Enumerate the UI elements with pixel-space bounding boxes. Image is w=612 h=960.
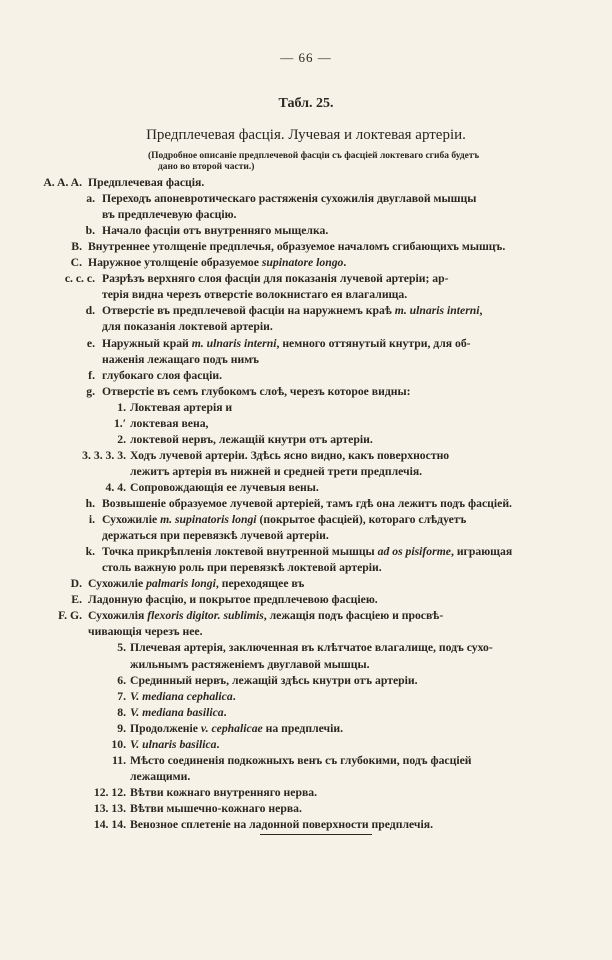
- legend-text: [102, 352, 259, 368]
- legend-label: g.: [86, 384, 95, 398]
- legend-label: 5.: [117, 641, 126, 655]
- legend-label: 10.: [111, 737, 126, 751]
- legend-label: k.: [85, 545, 95, 559]
- legend-text-plain: Вѣтви мышечно-кожнаго нерва.: [130, 801, 302, 815]
- legend-text: [130, 705, 227, 721]
- legend-text-plain: Переходъ апоневротическаго растяженія сухожилія двуглавой мышцы: [102, 192, 477, 206]
- legend-label: 3. 3. 3. 3.: [82, 448, 126, 462]
- legend-text-after: , немного оттянутый кнутри, для об-: [276, 336, 471, 350]
- legend-text-plain: чивающія черезъ нее.: [88, 625, 203, 639]
- legend-text-plain: лежащими.: [130, 769, 191, 783]
- legend-text-plain: Отверстіе въ предплечевой фасціи на наружнемъ краѣ: [102, 304, 395, 318]
- latin-term: m. ulnaris interni: [191, 336, 277, 350]
- legend-text-after: , переходящее въ: [215, 577, 305, 591]
- legend-text: [88, 255, 346, 271]
- table-title: Табл. 25.: [278, 96, 334, 111]
- legend-text-plain: Сопровождающія ее лучевыя вены.: [130, 480, 319, 494]
- legend-text: [88, 175, 204, 191]
- legend-text-after: .: [343, 256, 347, 270]
- legend-text: [130, 753, 472, 769]
- latin-term: m. ulnaris interni: [394, 304, 480, 318]
- legend-text-plain: Мѣсто соединенія подкожныхъ венъ съ глубокими, подъ фасціей: [130, 753, 472, 767]
- latin-term: palmaris longi: [146, 577, 216, 591]
- legend-label: 8.: [117, 705, 126, 719]
- legend-label: D.: [70, 577, 82, 591]
- legend-text-plain: Венозное сплетеніе на ладонной поверхности предплечія.: [130, 818, 433, 831]
- legend-text: [130, 400, 232, 416]
- legend-text-plain: локтевой нервъ, лежащій кнутри отъ артеріи.: [130, 432, 373, 446]
- legend-label: 7.: [117, 689, 126, 703]
- latin-term: v. cephalicae: [200, 721, 263, 735]
- latin-term: V. ulnaris basilica: [130, 737, 217, 751]
- legend-text-after: , лежащія подъ фасціею и просвѣ-: [263, 609, 444, 623]
- legend-text-plain: лежитъ артерія въ нижней и средней трети предплечія.: [130, 464, 423, 478]
- legend-text: [102, 191, 476, 207]
- legend-text-plain: Внутреннее утолщеніе предплечья, образуемое началомъ сгибающихъ мышцъ.: [88, 240, 506, 254]
- legend-label: 6.: [117, 673, 126, 687]
- legend-text-plain: Сухожиліе: [88, 577, 147, 591]
- legend-text-plain: Предплечевая фасція.: [88, 176, 205, 189]
- editor-note: [148, 151, 576, 173]
- legend-text-plain: Ходъ лучевой артеріи. Здѣсь ясно видно, какъ поверхностно: [130, 448, 450, 462]
- legend-text: [88, 576, 304, 592]
- legend-label: f.: [88, 368, 95, 382]
- legend-text-after: (покрытое фасціей), котораго слѣдуетъ: [256, 513, 467, 527]
- legend-text-plain: Сухожиліе: [102, 513, 161, 527]
- legend-text: [130, 640, 493, 656]
- legend-text-plain: Разрѣзъ верхняго слоя фасціи для показанія лучевой артеріи; ар-: [102, 272, 449, 286]
- legend-text-plain: Плечевая артерія, заключенная въ клѣтчатое влагалище, подъ сухо-: [130, 641, 493, 655]
- legend-text: [102, 303, 482, 319]
- latin-term: supinatore longo: [261, 256, 344, 270]
- legend-text: [88, 592, 378, 608]
- legend-label: E.: [71, 593, 82, 607]
- legend-label: 12. 12.: [93, 785, 126, 799]
- latin-term: V. mediana cephalica: [130, 689, 233, 703]
- legend-text: [102, 544, 512, 560]
- legend-text-plain: локтевая вена,: [130, 416, 209, 430]
- legend-text-after: .: [232, 689, 236, 703]
- legend-text: [102, 319, 273, 335]
- legend-text-plain: наженія лежащаго подъ нимъ: [102, 352, 259, 366]
- legend-text: [102, 336, 471, 352]
- legend-text: [102, 207, 236, 223]
- legend-text: [102, 384, 410, 400]
- legend-text-plain: Начало фасціи отъ внутренняго мыщелка.: [102, 224, 329, 238]
- legend-text: [102, 528, 329, 544]
- legend-text-plain: Сухожилія: [88, 609, 148, 623]
- legend-label: 9.: [117, 721, 126, 735]
- latin-term: flexoris digitor. sublimis: [147, 609, 264, 623]
- legend-text: [130, 432, 373, 448]
- legend-label: 2.: [117, 432, 126, 446]
- legend-text: [88, 608, 443, 624]
- legend-label: 4. 4.: [105, 480, 126, 494]
- legend-text-plain: жильнымъ растяженіемъ двуглавой мышцы.: [130, 657, 370, 671]
- legend-text-plain: Продолженіе: [130, 721, 201, 735]
- legend-text-after: .: [223, 705, 227, 719]
- legend-text: [130, 657, 370, 673]
- legend-text-plain: въ предплечевую фасцію.: [102, 208, 237, 222]
- legend-text: [102, 560, 382, 576]
- legend-label: 1.′: [113, 416, 126, 430]
- legend-text: [130, 480, 319, 496]
- legend-text: [130, 801, 302, 817]
- legend-text-plain: для показанія локтевой артеріи.: [102, 320, 273, 334]
- legend-text-plain: Срединный нервъ, лежащій здѣсь кнутри отъ артеріи.: [130, 673, 418, 687]
- legend-label: e.: [86, 336, 95, 350]
- latin-term: m. supinatoris longi: [160, 513, 257, 527]
- legend-label: 14. 14.: [93, 818, 126, 831]
- subtitle: Предплечевая фасція. Лучевая и локтевая артеріи.: [146, 127, 466, 143]
- legend-text: [130, 689, 236, 705]
- legend-text-plain: держаться при перевязкѣ лучевой артеріи.: [102, 529, 329, 543]
- legend-text-plain: Возвышеніе образуемое лучевой артеріей, тамъ гдѣ она лежитъ подъ фасціей.: [102, 497, 512, 510]
- legend-text-plain: Наружное утолщеніе образуемое: [88, 256, 262, 270]
- legend-label: c. c. c.: [64, 272, 95, 286]
- legend-text: [130, 737, 219, 753]
- legend-text-after: .: [216, 737, 220, 751]
- legend-label: 1.: [117, 400, 126, 414]
- legend-text: [130, 448, 449, 464]
- legend-text-after: на предплечіи.: [262, 721, 344, 735]
- legend-text-plain: Локтевая артерія и: [130, 400, 233, 414]
- latin-term: ad os pisiforme: [377, 545, 451, 559]
- legend-label: 13. 13.: [93, 801, 126, 815]
- legend-text-plain: столь важную роль при перевязкѣ локтевой артеріи.: [102, 561, 382, 575]
- legend-text-plain: терія видна черезъ отверстіе волокнистаго ея влагалища.: [102, 288, 408, 302]
- legend-text: [102, 512, 466, 528]
- legend-text-plain: Вѣтви кожнаго внутренняго нерва.: [130, 785, 318, 799]
- legend-text-plain: Точка прикрѣпленія локтевой внутренной мышцы: [102, 545, 378, 559]
- legend-text: [102, 368, 222, 384]
- legend-text: [130, 416, 208, 432]
- legend-text-plain: Наружный край: [102, 336, 192, 350]
- legend-label: F. G.: [58, 609, 82, 623]
- note-line: (Подробное описаніе предплечевой фасціи съ фасціей локтеваго сгиба будетъ: [148, 151, 480, 161]
- legend-text: [130, 817, 433, 833]
- legend-label: A. A. A.: [43, 176, 82, 189]
- legend-label: a.: [86, 192, 95, 206]
- legend-label: B.: [71, 240, 82, 254]
- legend-label: h.: [85, 497, 95, 510]
- legend-label: C.: [70, 256, 82, 270]
- legend-text: [130, 464, 422, 480]
- page-number: — 66 —: [280, 50, 332, 65]
- legend-label: d.: [85, 304, 95, 318]
- legend-label: 11.: [112, 753, 126, 767]
- legend-label: i.: [88, 513, 95, 527]
- legend-text: [88, 624, 203, 640]
- legend-text: [102, 271, 449, 287]
- legend-text-plain: Ладонную фасцію, и покрытое предплечевою фасціею.: [88, 593, 378, 607]
- latin-term: V. mediana basilica: [130, 705, 224, 719]
- legend-text-after: ,: [479, 304, 483, 318]
- legend-text: [130, 673, 418, 689]
- legend-text: [102, 496, 512, 512]
- legend-text: [102, 223, 328, 239]
- end-rule: [260, 834, 372, 835]
- legend-text-after: , играющая: [450, 545, 513, 559]
- legend-text: [88, 239, 505, 255]
- legend-text: [130, 769, 190, 785]
- note-line: дано во второй части.): [158, 162, 255, 172]
- legend-label: b.: [85, 224, 95, 238]
- legend-text-plain: Отверстіе въ семъ глубокомъ слоѣ, черезъ которое видны:: [102, 384, 411, 398]
- legend-text-plain: глубокаго слоя фасціи.: [102, 368, 223, 382]
- legend-text: [130, 721, 343, 737]
- legend-text: [102, 287, 407, 303]
- legend-text: [130, 785, 317, 801]
